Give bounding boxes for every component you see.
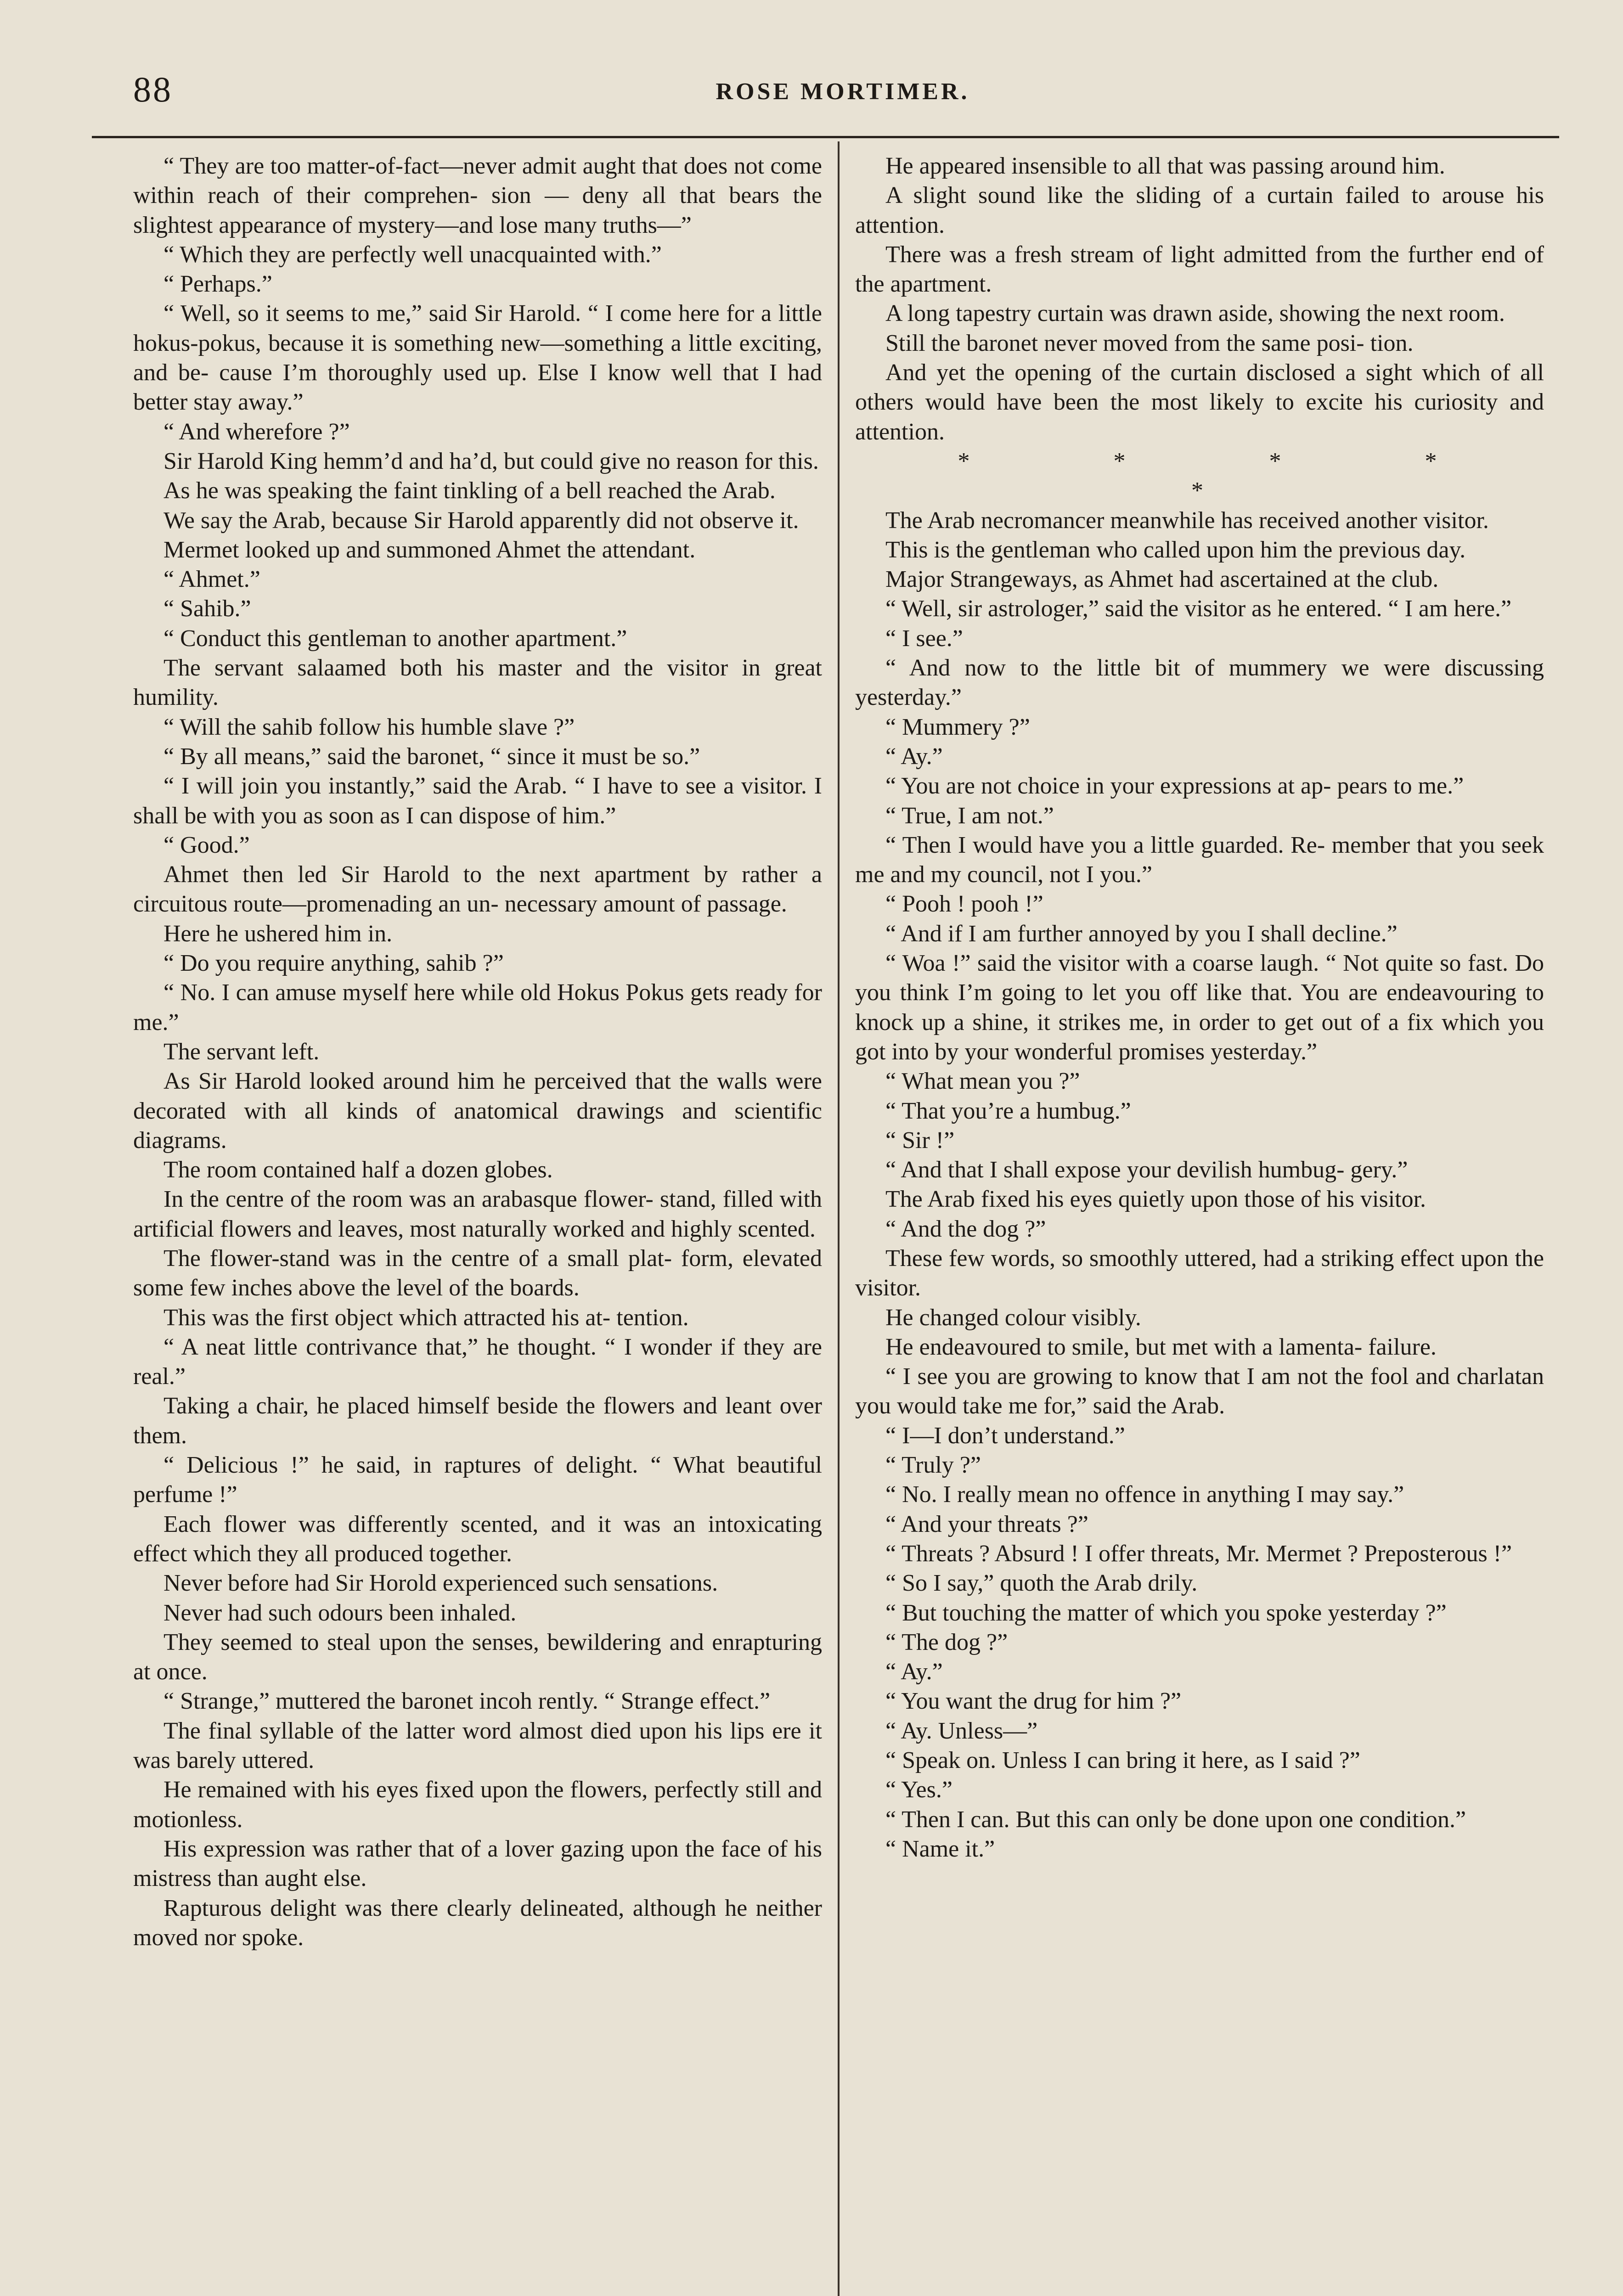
header-rule	[92, 136, 1559, 138]
paragraph: These few words, so smoothly uttered, had a striking effect upon the visitor.	[855, 1245, 1544, 1301]
paragraph: The flower-stand was in the centre of a small plat- form, elevated some few inches above the level of the boards.	[133, 1245, 822, 1301]
paragraph: As he was speaking the faint tinkling of a bell reached the Arab.	[163, 478, 776, 504]
paragraph: A slight sound like the sliding of a curtain failed to arouse his attention.	[855, 182, 1544, 238]
paragraph: “ Well, sir astrologer,” said the visitor as he entered. “ I am here.”	[885, 596, 1512, 622]
paragraph: “ You are not choice in your expressions at ap- pears to me.”	[885, 773, 1464, 799]
paragraph: Rapturous delight was there clearly delineated, although he neither moved nor spoke.	[133, 1895, 822, 1951]
paragraph: He changed colour visibly.	[885, 1304, 1141, 1331]
paragraph: Sir Harold King hemm’d and ha’d, but could give no reason for this.	[163, 448, 819, 474]
paragraph: “ I will join you instantly,” said the Arab. “ I have to see a visitor. I shall be with you as soon as I can dispose of him.”	[133, 773, 822, 829]
paragraph: “ And if I am further annoyed by you I shall decline.”	[885, 920, 1398, 947]
paragraph: “ By all means,” said the baronet, “ since it must be so.”	[163, 743, 700, 770]
paragraph: “ Conduct this gentleman to another apartment.”	[163, 625, 627, 652]
paragraph: “ What mean you ?”	[885, 1068, 1080, 1095]
paragraph: His expression was rather that of a lover gazing upon the face of his mistress than aught else.	[133, 1835, 822, 1892]
right-column	[855, 152, 1544, 1864]
paragraph: This is the gentleman who called upon him the previous day.	[885, 536, 1466, 563]
paragraph: “ Strange,” muttered the baronet incoh rently. “ Strange effect.”	[163, 1688, 771, 1715]
paragraph: Never had such odours been inhaled.	[163, 1599, 517, 1626]
paragraph: “ Delicious !” he said, in raptures of delight. “ What beautiful perfume !”	[133, 1452, 822, 1508]
paragraph: “ Then I would have you a little guarded. Re- member that you seek me and my council, not I you.”	[855, 832, 1544, 888]
paragraph: “ Perhaps.”	[163, 271, 272, 298]
paragraph: They seemed to steal upon the senses, bewildering and enrapturing at once.	[133, 1629, 822, 1685]
paragraph: “ Speak on. Unless I can bring it here, as I said ?”	[885, 1747, 1360, 1774]
paragraph: “ Truly ?”	[885, 1452, 981, 1479]
paragraph: “ I see.”	[885, 625, 963, 652]
paragraph: Major Strangeways, as Ahmet had ascertained at the club.	[885, 566, 1439, 593]
paragraph: “ Well, so it seems to me,” said Sir Harold. “ I come here for a little hokus-pokus, because it is something new—something a little exciting, and be- cause I’m thoroughly used up. Else I know well that I had better stay away.”	[133, 300, 822, 416]
running-title: ROSE MORTIMER.	[716, 79, 970, 105]
paragraph: “ Ay.”	[885, 743, 943, 770]
paragraph: “ Sir !”	[885, 1127, 955, 1154]
paragraph: This was the first object which attracted his at- tention.	[163, 1304, 689, 1331]
paragraph: “ Good.”	[163, 832, 250, 858]
paragraph: “ Woa !” said the visitor with a coarse laugh. “ Not quite so fast. Do you think I’m going to let you off like that. You are endeavouring to knock up a shine, it strikes me, in order to get out of a fix which you got into by your wonderful promises yesterday.”	[855, 950, 1544, 1065]
paragraph: “ No. I really mean no offence in anything I may say.”	[885, 1481, 1404, 1508]
paragraph: “ Threats ? Absurd ! I offer threats, Mr. Mermet ? Preposterous !”	[885, 1540, 1512, 1567]
paragraph: The servant salaamed both his master and the visitor in great humility.	[133, 655, 822, 711]
paragraph: Mermet looked up and summoned Ahmet the attendant.	[163, 536, 696, 563]
paragraph: The final syllable of the latter word almost died upon his lips ere it was barely uttered.	[133, 1717, 822, 1774]
paragraph: “ Do you require anything, sahib ?”	[163, 950, 504, 977]
paragraph: Here he ushered him in.	[163, 920, 393, 947]
paragraph: “ Will the sahib follow his humble slave ?”	[163, 714, 575, 740]
paragraph: He remained with his eyes fixed upon the flowers, perfectly still and motionless.	[133, 1777, 822, 1833]
paragraph: In the centre of the room was an arabasque flower- stand, filled with artificial flowers and leaves, most naturally worked and highly scented.	[133, 1186, 822, 1242]
paragraph: “ Ay. Unless—”	[885, 1717, 1038, 1744]
paragraph: “ Ay.”	[885, 1659, 943, 1685]
page-header	[133, 60, 1552, 124]
paragraph: Taking a chair, he placed himself beside the flowers and leant over them.	[133, 1393, 822, 1449]
paragraph: “ And your threats ?”	[885, 1511, 1088, 1537]
paragraph: “ I—I don’t understand.”	[885, 1422, 1125, 1449]
paragraph: “ So I say,” quoth the Arab drily.	[885, 1570, 1198, 1597]
paragraph: The room contained half a dozen globes.	[163, 1157, 553, 1183]
paragraph: “ Yes.”	[885, 1777, 952, 1803]
paragraph: And yet the opening of the curtain disclosed a sight which of all others would have been the most likely to excite his curiosity and attention.	[855, 360, 1544, 445]
paragraph: “ They are too matter-of-fact—never admit aught that does not come within reach of their comprehen- sion — deny all that bears the slightest appearance of mystery—and lose many truths—”	[133, 153, 822, 238]
paragraph: “ A neat little contrivance that,” he thought. “ I wonder if they are real.”	[133, 1334, 822, 1390]
paragraph: The Arab fixed his eyes quietly upon those of his visitor.	[885, 1186, 1426, 1213]
left-column	[133, 152, 822, 1953]
paragraph: Each flower was differently scented, and it was an intoxicating effect which they all produced together.	[133, 1511, 822, 1567]
paragraph: “ Which they are perfectly well unacquainted with.”	[163, 241, 662, 268]
page-number: 88	[133, 69, 173, 109]
paragraph: “ Then I can. But this can only be done upon one condition.”	[885, 1806, 1466, 1833]
paragraph: “ And now to the little bit of mummery we were discussing yesterday.”	[855, 655, 1544, 711]
paragraph: “ And that I shall expose your devilish humbug- gery.”	[885, 1157, 1408, 1183]
paragraph: “ But touching the matter of which you spoke yesterday ?”	[885, 1599, 1447, 1626]
paragraph: “ Sahib.”	[163, 596, 251, 622]
paragraph: * * * * *	[958, 448, 1506, 504]
paragraph: The servant left.	[163, 1038, 320, 1065]
paragraph: “ No. I can amuse myself here while old Hokus Pokus gets ready for me.”	[133, 979, 822, 1035]
paragraph: “ Pooh ! pooh !”	[885, 891, 1043, 917]
paragraph: The Arab necromancer meanwhile has received another visitor.	[885, 507, 1489, 534]
paragraph: “ Mummery ?”	[885, 714, 1030, 740]
paragraph: “ That you’re a humbug.”	[885, 1097, 1131, 1124]
paragraph: A long tapestry curtain was drawn aside, showing the next room.	[885, 300, 1505, 327]
paragraph: “ And the dog ?”	[885, 1216, 1046, 1242]
paragraph: Still the baronet never moved from the same posi- tion.	[885, 330, 1414, 356]
paragraph: He endeavoured to smile, but met with a lamenta- failure.	[885, 1334, 1437, 1360]
paragraph: “ The dog ?”	[885, 1629, 1008, 1655]
paragraph: There was a fresh stream of light admitted from the further end of the apartment.	[855, 241, 1544, 298]
paragraph: Never before had Sir Horold experienced such sensations.	[163, 1570, 718, 1597]
column-divider	[838, 141, 840, 2296]
paragraph: “ Name it.”	[885, 1835, 995, 1862]
paragraph: We say the Arab, because Sir Harold apparently did not observe it.	[163, 507, 799, 534]
paragraph: “ I see you are growing to know that I am not the fool and charlatan you would take me for,” said the Arab.	[855, 1363, 1544, 1419]
paragraph: Ahmet then led Sir Harold to the next apartment by rather a circuitous route—promenading an un- necessary amount of passage.	[133, 861, 822, 917]
paragraph: “ You want the drug for him ?”	[885, 1688, 1182, 1715]
paragraph: “ Ahmet.”	[163, 566, 260, 593]
paragraph: He appeared insensible to all that was passing around him.	[885, 153, 1445, 179]
paragraph: As Sir Harold looked around him he perceived that the walls were decorated with all kinds of anatomical drawings and scientific diagrams.	[133, 1068, 822, 1154]
paragraph: “ And wherefore ?”	[163, 418, 350, 445]
paragraph: “ True, I am not.”	[885, 802, 1054, 829]
